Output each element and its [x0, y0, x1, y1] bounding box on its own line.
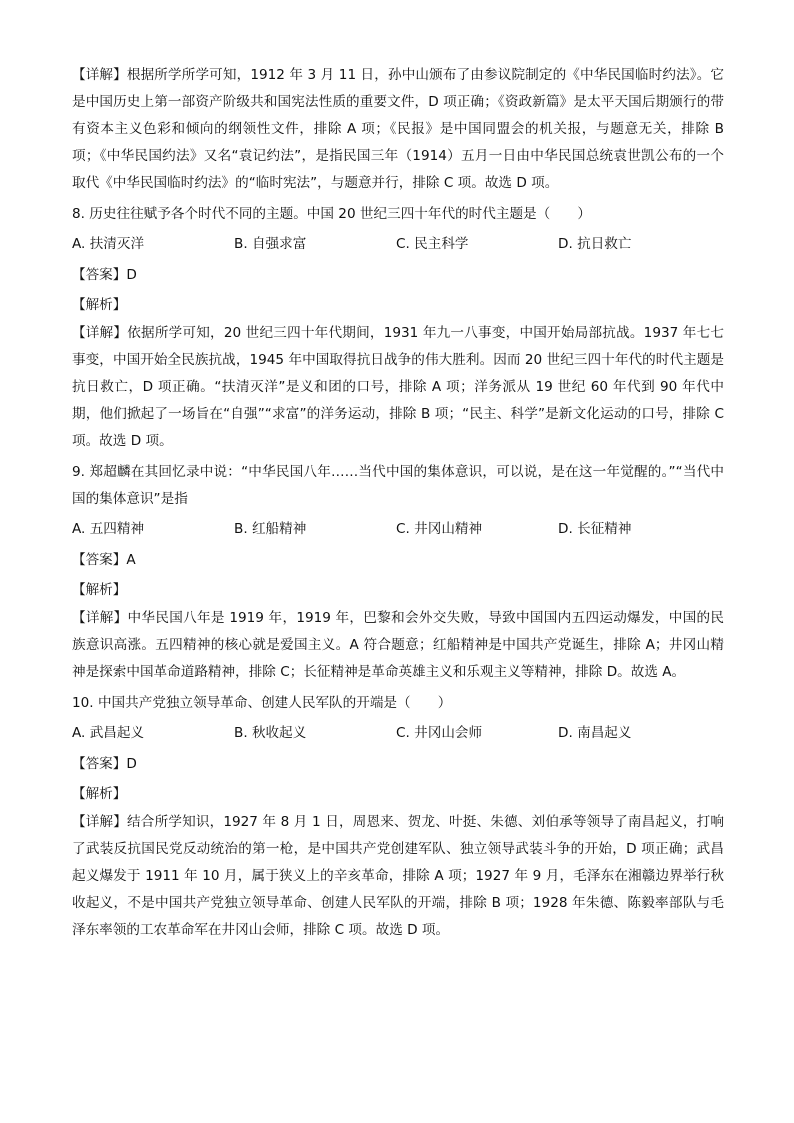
option-d: D. 抗日救亡: [558, 235, 632, 252]
explain-text: 依据所学可知，20 世纪三四十年代期间，1931 年九一八事变，中国开始局部抗战。1937 年七七事变，中国开始全民族抗战，1945 年中国取得抗日战争的伟大胜利。因而 20 世纪三四十年代的时代主题是抗日救亡，D 项正确。“扶清灭洋”是义和团的口号，排除 A 项；洋务派从 19 世纪 60 年代到 90 年代中期，他们掀起了一场旨在“自强”“求富”的洋务运动，排除 B 项；“民主、科学”是新文化运动的口号，排除 C 项。故选 D 项。: [72, 325, 725, 449]
q8-explanation: [72, 320, 724, 455]
document-page: [72, 62, 724, 944]
q9-options: [72, 513, 724, 545]
q10-analysis-label: 【解析】: [72, 786, 127, 802]
option-d: D. 南昌起义: [558, 724, 632, 741]
q10-explanation: [72, 809, 724, 944]
option-d: D. 长征精神: [558, 520, 632, 537]
option-a: A. 扶清灭洋: [72, 235, 145, 252]
q9-answer: 【答案】A: [72, 552, 136, 568]
explain-text: 结合所学知识，1927 年 8 月 1 日，周恩来、贺龙、叶挺、朱德、刘伯承等领导了南昌起义，打响了武装反抗国民党反动统治的第一枪，是中国共产党创建军队、独立领导武装斗争的开始，D 项正确；武昌起义爆发于 1911 年 10 月，属于狭义上的辛亥革命，排除 A 项；1927 年 9 月，毛泽东在湘赣边界举行秋收起义，不是中国共产党独立领导革命、创建人民军队的开端，排除 B 项；1928 年朱德、陈毅率部队与毛泽东率领的工农革命军在井冈山会师，排除 C 项。故选 D 项。: [72, 814, 725, 938]
explain-text: 根据所学所学可知，1912 年 3 月 11 日，孙中山颁布了由参议院制定的《中华民国临时约法》。它是中国历史上第一部资产阶级共和国宪法性质的重要文件，D 项正确；《资政新篇》是太平天国后期颁行的带有资本主义色彩和倾向的纲领性文件，排除 A 项；《民报》是中国同盟会的机关报，与题意无关，排除 B 项；《中华民国约法》又名“袁记约法”，是指民国三年（1914）五月一日由中华民国总统袁世凯公布的一个取代《中华民国临时约法》的“临时宪法”，与题意并行，排除 C 项。故选 D 项。: [72, 67, 725, 191]
q9-explanation: [72, 605, 724, 686]
q10-answer: 【答案】D: [72, 756, 137, 772]
q7-explanation: [72, 62, 724, 197]
q8-answer: 【答案】D: [72, 267, 137, 283]
explain-label: 【详解】: [72, 610, 128, 626]
option-a: A. 五四精神: [72, 520, 145, 537]
option-c: C. 井冈山会师: [396, 724, 483, 741]
q8-analysis-label: 【解析】: [72, 297, 127, 313]
option-c: C. 井冈山精神: [396, 520, 483, 537]
explain-label: 【详解】: [72, 67, 127, 83]
explain-label: 【详解】: [72, 814, 128, 830]
q8-stem: 8. 历史往往赋予各个时代不同的主题。中国 20 世纪三四十年代的时代主题是（ ）: [72, 206, 592, 222]
q9-analysis-label: 【解析】: [72, 582, 127, 598]
explain-label: 【详解】: [72, 325, 128, 341]
option-b: B. 红船精神: [234, 520, 307, 537]
q8-options: [72, 228, 724, 260]
explain-text: 中华民国八年是 1919 年，1919 年，巴黎和会外交失败，导致中国国内五四运动爆发，中国的民族意识高涨。五四精神的核心就是爱国主义。A 符合题意；红船精神是中国共产党诞生，排除 A；井冈山精神是探索中国革命道路精神，排除 C；长征精神是革命英雄主义和乐观主义等精神，排除 D。故选 A。: [72, 610, 725, 680]
option-b: B. 秋收起义: [234, 724, 307, 741]
q9-stem: 9. 郑超麟在其回忆录中说：“中华民国八年……当代中国的集体意识，可以说，是在这一年觉醒的。”“当代中国的集体意识”是指: [72, 464, 724, 507]
option-b: B. 自强求富: [234, 235, 307, 252]
option-a: A. 武昌起义: [72, 724, 145, 741]
q10-stem: 10. 中国共产党独立领导革命、创建人民军队的开端是（ ）: [72, 695, 452, 711]
option-c: C. 民主科学: [396, 235, 469, 252]
q10-options: [72, 717, 724, 749]
